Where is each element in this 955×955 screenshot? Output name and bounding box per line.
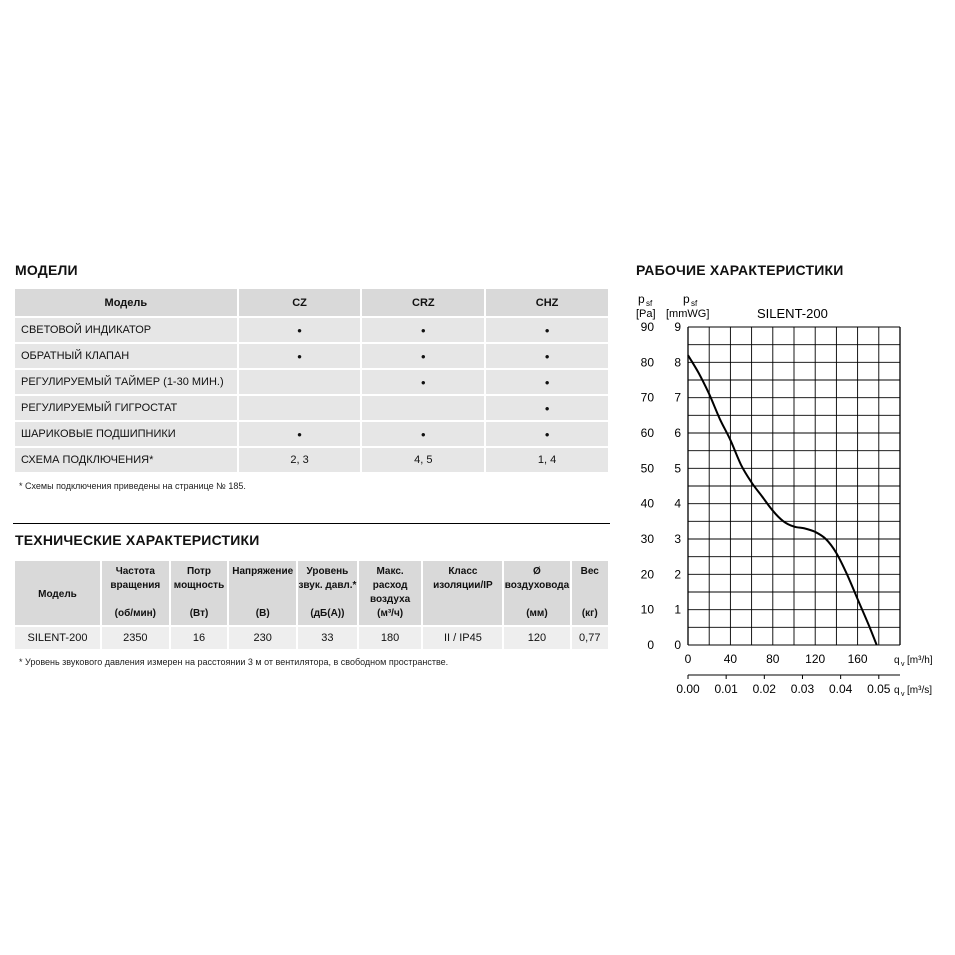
chart-section-title: РАБОЧИЕ ХАРАКТЕРИСТИКИ (636, 262, 844, 278)
tech-header-airflow (359, 561, 422, 625)
tech-header-insulation: Класс изоляции/IP (423, 561, 502, 625)
feature-label: РЕГУЛИРУЕМЫЙ ГИГРОСТАТ (15, 396, 237, 420)
y-tick-label-pa: 50 (640, 461, 654, 476)
tech-header-noise (298, 561, 357, 625)
x-axis-title-m3h-sub: v (901, 661, 905, 668)
crz-cell: • (362, 344, 484, 368)
x-tick-label-m3s: 0.01 (714, 682, 738, 696)
insulation-value: II / IP45 (423, 627, 502, 649)
y-axis-title-mmwg: p (683, 292, 690, 306)
models-table (13, 287, 610, 474)
tech-title: ТЕХНИЧЕСКИЕ ХАРАКТЕРИСТИКИ (15, 532, 260, 548)
y-tick-label-mmwg: 5 (674, 461, 681, 476)
y-tick-label-mmwg: 2 (674, 567, 681, 582)
duct-value: 120 (504, 627, 569, 649)
models-header-crz: CRZ (362, 289, 484, 316)
y-tick-label-pa: 70 (640, 390, 654, 405)
table-row (15, 344, 608, 368)
y-tick-label-mmwg: 6 (674, 426, 681, 440)
voltage-unit: (В) (255, 608, 270, 619)
x-tick-label-m3h: 120 (805, 652, 826, 666)
voltage-label: Напряжение (232, 566, 294, 577)
models-header-row (15, 289, 608, 316)
feature-label: ШАРИКОВЫЕ ПОДШИПНИКИ (15, 422, 237, 446)
chz-cell: • (486, 396, 608, 420)
x-tick-label-m3s: 0.05 (867, 682, 891, 696)
feature-label: РЕГУЛИРУЕМЫЙ ТАЙМЕР (1-30 МИН.) (15, 370, 237, 394)
chz-cell: 1, 4 (486, 448, 608, 472)
weight-value: 0,77 (572, 627, 608, 649)
x-tick-label-m3s: 0.00 (676, 682, 700, 696)
y-axis-title-pa: p (638, 292, 645, 306)
duct-label: Ø воздуховода (504, 566, 570, 591)
tech-header-voltage (229, 561, 296, 625)
x-tick-label-m3h: 0 (684, 652, 692, 666)
y-tick-label-mmwg: 0 (674, 638, 681, 652)
x-axis-title-m3s-sub: v (901, 691, 905, 698)
weight-label: Вес (580, 566, 599, 577)
feature-label: СВЕТОВОЙ ИНДИКАТОР (15, 318, 237, 342)
feature-label: СХЕМА ПОДКЛЮЧЕНИЯ* (15, 448, 237, 472)
y-tick-label-mmwg: 3 (674, 532, 681, 546)
y-axis-unit-mmwg: [mmWG] (666, 308, 710, 320)
y-tick-label-mmwg: 8 (674, 355, 681, 370)
tech-header-power (171, 561, 228, 625)
x-tick-label-m3h: 40 (723, 652, 738, 666)
cz-cell (239, 396, 361, 420)
noise-value: 33 (298, 627, 357, 649)
table-row (15, 422, 608, 446)
x-axis-unit-m3h: [m³/h] (907, 655, 933, 666)
chz-cell: • (486, 344, 608, 368)
cz-cell: 2, 3 (239, 448, 361, 472)
y-tick-label-pa: 90 (640, 320, 654, 334)
y-tick-label-pa: 30 (640, 532, 654, 546)
chart-title: SILENT-200 (757, 306, 828, 321)
cz-cell: • (239, 344, 361, 368)
model-value: SILENT-200 (15, 627, 100, 649)
y-axis-title-mmwg-sub: sf (691, 299, 698, 308)
duct-unit: (мм) (526, 608, 548, 619)
cz-cell: • (239, 422, 361, 446)
x-axis-title-m3h: q (894, 655, 900, 666)
tech-footnote: * Уровень звукового давления измерен на расстоянии 3 м от вентилятора, в свободном пространстве. (19, 657, 449, 667)
airflow-value: 180 (359, 627, 422, 649)
feature-label: ОБРАТНЫЙ КЛАПАН (15, 344, 237, 368)
y-tick-label-mmwg: 9 (674, 320, 681, 334)
y-tick-label-pa: 10 (640, 602, 654, 617)
noise-label: Уровень звук. давл.* (298, 566, 357, 591)
power-value: 16 (171, 627, 228, 649)
crz-cell: 4, 5 (362, 448, 484, 472)
y-tick-label-mmwg: 4 (674, 496, 681, 511)
speed-unit: (об/мин) (114, 608, 156, 619)
weight-unit: (кг) (581, 608, 598, 619)
speed-value: 2350 (102, 627, 169, 649)
crz-cell: • (362, 370, 484, 394)
tech-header-weight (572, 561, 608, 625)
tech-header-duct (504, 561, 569, 625)
models-header-model: Модель (15, 289, 237, 316)
airflow-label: Макс. расход воздуха (369, 566, 411, 605)
y-axis-unit-pa: [Pa] (636, 308, 656, 320)
y-tick-label-mmwg: 1 (674, 602, 681, 617)
y-tick-label-pa: 0 (647, 638, 654, 652)
y-tick-label-mmwg: 7 (674, 390, 681, 405)
tech-header-speed (102, 561, 169, 625)
performance-curve (688, 355, 877, 645)
speed-label: Частота вращения (110, 566, 161, 591)
chz-cell: • (486, 318, 608, 342)
crz-cell: • (362, 422, 484, 446)
tech-header-model: Модель (15, 561, 100, 625)
x-tick-label-m3s: 0.02 (752, 682, 776, 696)
x-tick-label-m3s: 0.03 (790, 682, 815, 696)
chz-cell: • (486, 370, 608, 394)
models-header-cz: CZ (239, 289, 361, 316)
chz-cell: • (486, 422, 608, 446)
section-divider (13, 523, 610, 524)
voltage-value: 230 (229, 627, 296, 649)
power-unit: (Вт) (189, 608, 209, 619)
y-tick-label-pa: 40 (640, 496, 654, 511)
x-tick-label-m3h: 80 (766, 652, 780, 666)
models-header-chz: CHZ (486, 289, 608, 316)
y-axis-title-pa-sub: sf (646, 299, 653, 308)
noise-unit: (дБ(А)) (310, 608, 345, 619)
x-tick-label-m3s: 0.04 (828, 682, 853, 696)
x-axis-title-m3s: q (894, 685, 900, 696)
cz-cell (239, 370, 361, 394)
airflow-unit: (м³/ч) (377, 608, 404, 619)
table-row (15, 448, 608, 472)
x-tick-label-m3h: 160 (847, 652, 868, 666)
tech-table (13, 559, 610, 651)
crz-cell (362, 396, 484, 420)
crz-cell: • (362, 318, 484, 342)
table-row (15, 396, 608, 420)
models-title: МОДЕЛИ (15, 262, 78, 278)
table-row (15, 370, 608, 394)
y-tick-label-pa: 80 (640, 355, 654, 370)
models-footnote: * Схемы подключения приведены на странице № 185. (19, 481, 246, 491)
power-label: Потр мощность (173, 566, 225, 591)
cz-cell: • (239, 318, 361, 342)
y-tick-label-pa: 60 (640, 426, 654, 440)
y-tick-label-pa: 20 (640, 567, 654, 582)
performance-chart (620, 285, 950, 705)
tech-header-row (15, 561, 608, 625)
x-axis-unit-m3s: [m³/s] (907, 685, 932, 696)
table-row (15, 627, 608, 649)
table-row (15, 318, 608, 342)
